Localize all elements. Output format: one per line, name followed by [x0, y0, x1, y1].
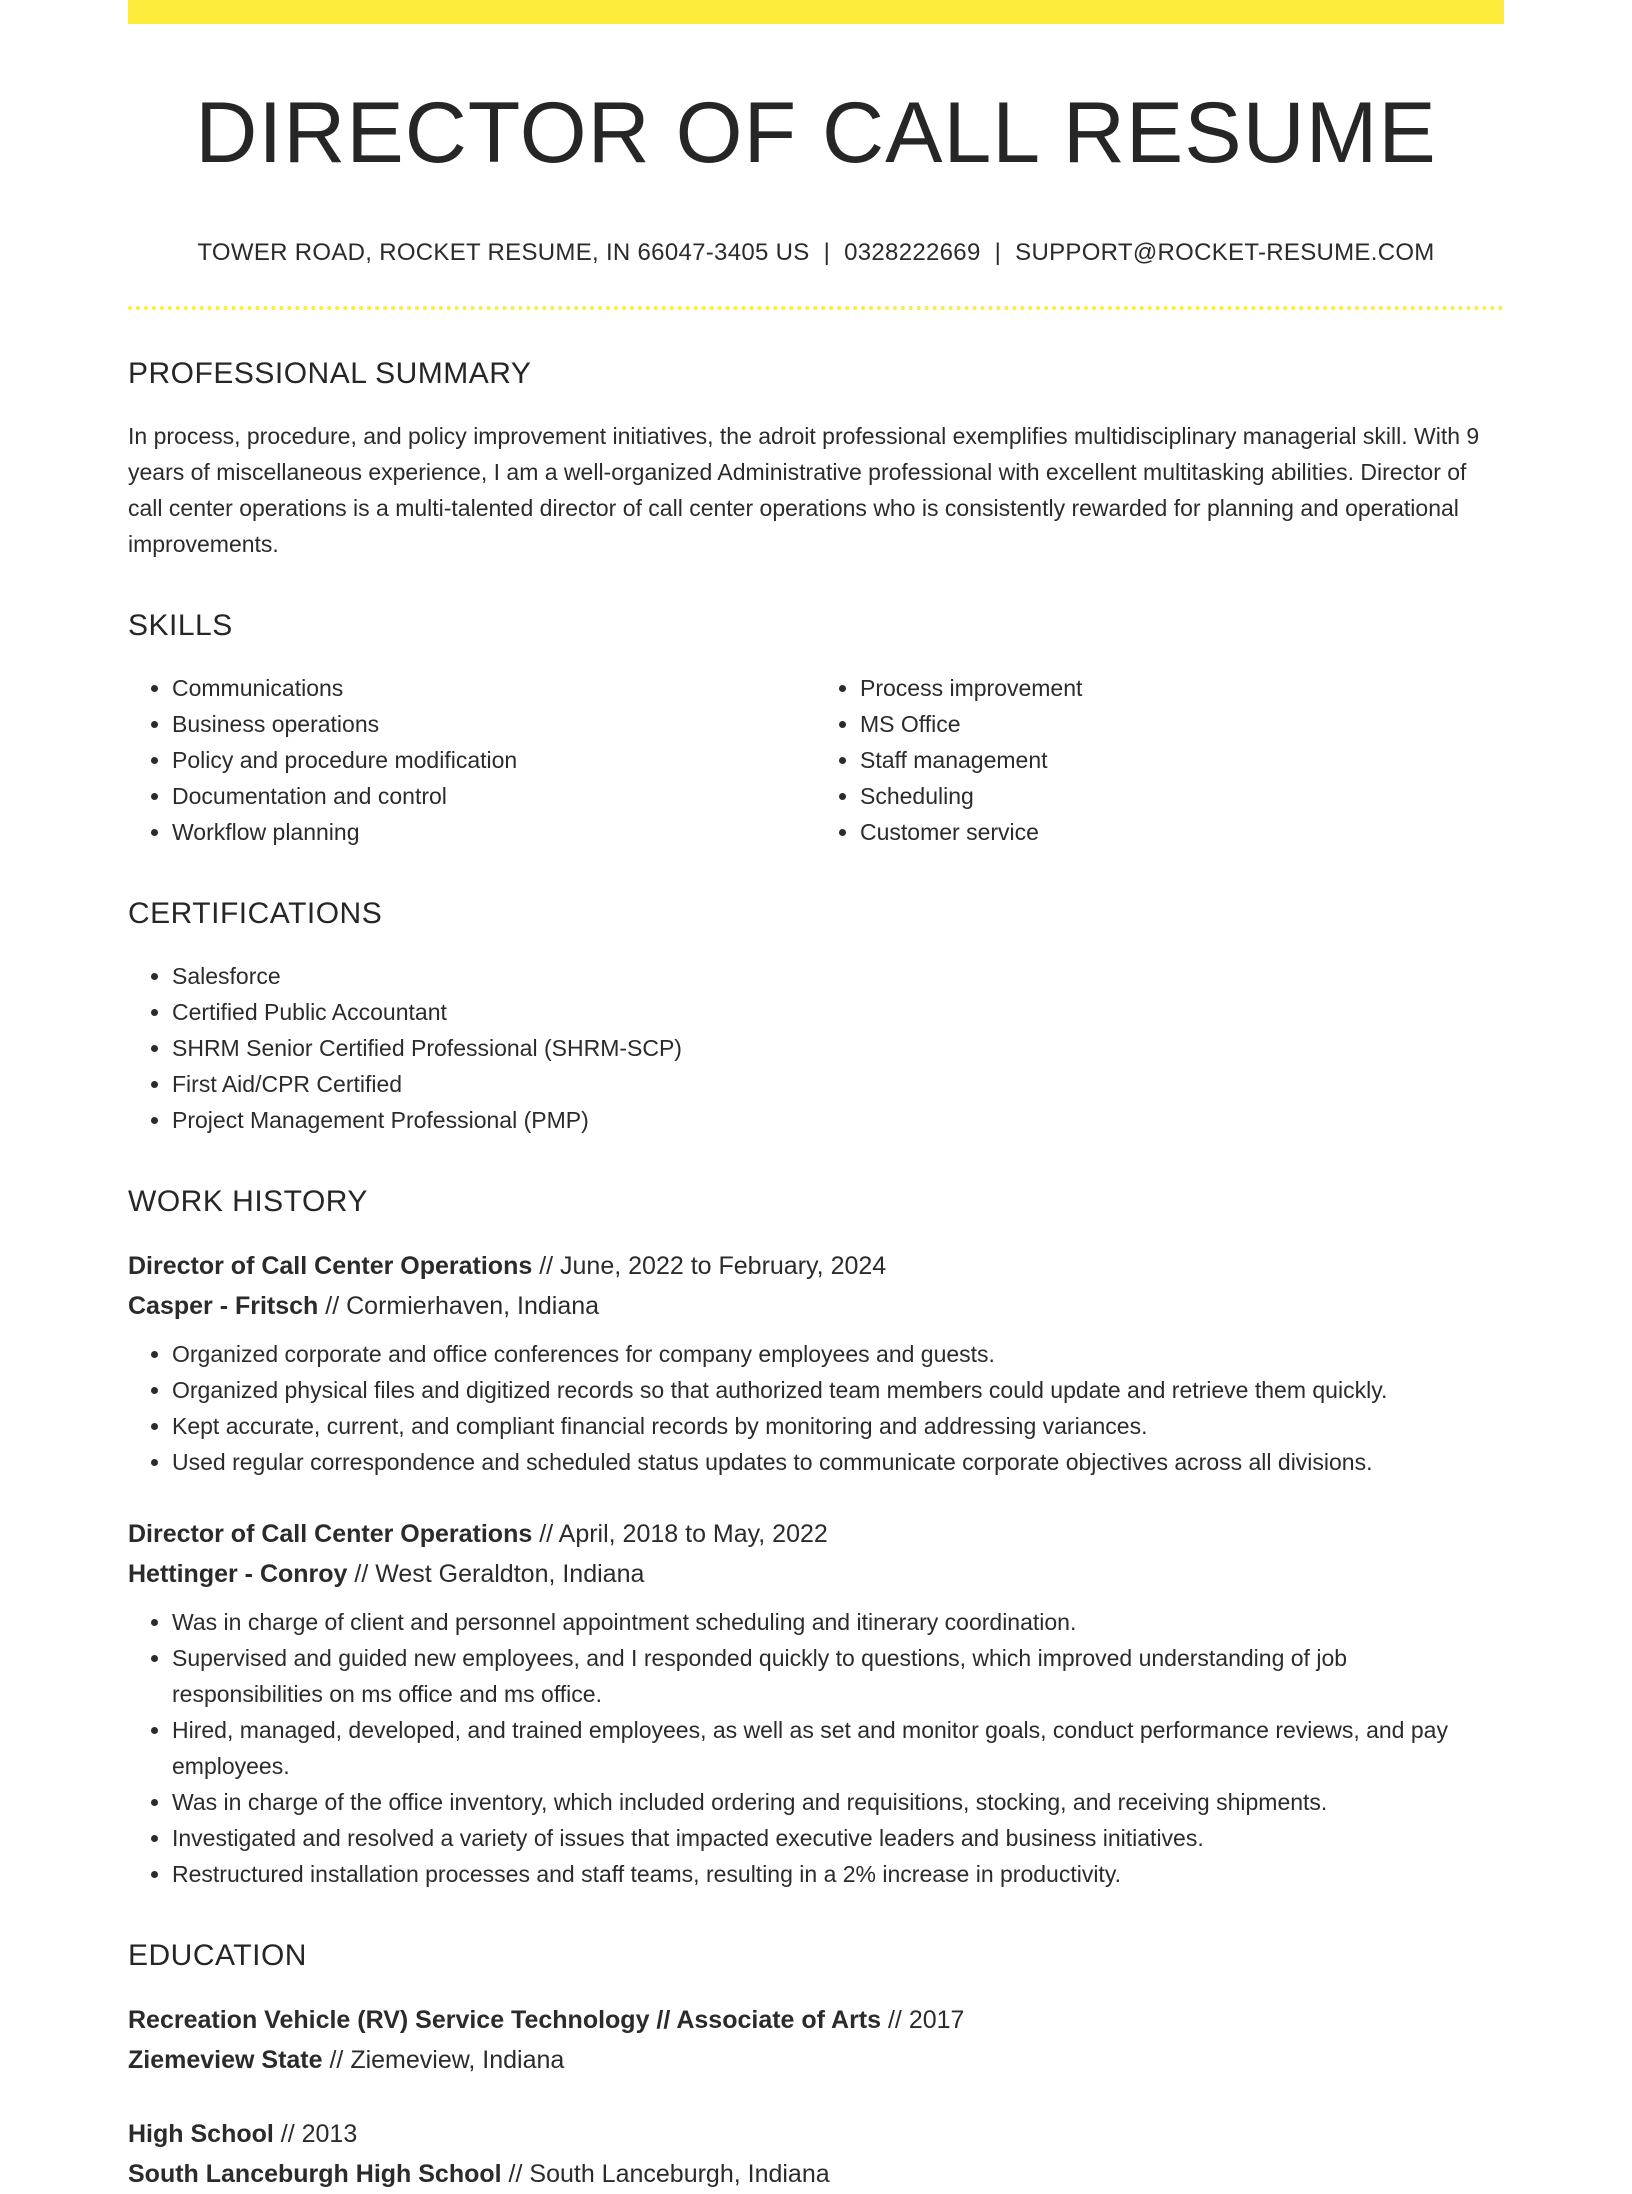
contact-phone: 0328222669 [844, 238, 981, 266]
resume-content [128, 24, 1504, 2194]
job-company-line [128, 1554, 1504, 1594]
certification-item: • First Aid/CPR Certified [172, 1066, 1504, 1102]
skill-item: • Documentation and control [172, 778, 816, 814]
certifications-heading: CERTIFICATIONS [128, 896, 383, 930]
degree-year: // 2013 [273, 2119, 358, 2148]
job-bullet: • Was in charge of client and personnel appointment scheduling and itinerary coordination. [172, 1604, 1504, 1640]
education-entry [128, 2000, 1504, 2080]
skills-list-right [816, 670, 1504, 850]
job-bullets [128, 1604, 1504, 1892]
job-title: Director of Call Center Operations [128, 1251, 533, 1280]
education-entry [128, 2114, 1504, 2194]
contact-address: TOWER ROAD, ROCKET RESUME, IN 66047-3405 US [197, 238, 810, 266]
skill-item: • Customer service [860, 814, 1504, 850]
skill-item: • Scheduling [860, 778, 1504, 814]
school-line [128, 2154, 1504, 2194]
job-bullet: • Was in charge of the office inventory, which included ordering and requisitions, stocking, and receiving shipments. [172, 1784, 1504, 1820]
job-bullet: • Supervised and guided new employees, and I responded quickly to questions, which improved understanding of job responsibilities on ms office and ms office. [172, 1640, 1504, 1712]
school-name: Ziemeview State [128, 2045, 323, 2074]
job-bullet: • Restructured installation processes and staff teams, resulting in a 2% increase in productivity. [172, 1856, 1504, 1892]
job-bullet: • Kept accurate, current, and compliant financial records by monitoring and addressing variances. [172, 1408, 1504, 1444]
skill-item: • Policy and procedure modification [172, 742, 816, 778]
job-title: Director of Call Center Operations [128, 1519, 533, 1548]
school-location: // Ziemeview, Indiana [322, 2045, 565, 2074]
job-title-line [128, 1514, 1504, 1554]
work-history-heading: WORK HISTORY [128, 1184, 368, 1218]
job-bullets [128, 1336, 1504, 1480]
contact-separator: | [994, 238, 1002, 266]
accent-bar [128, 0, 1504, 24]
certifications-list [128, 958, 1504, 1138]
certification-item: • Project Management Professional (PMP) [172, 1102, 1504, 1138]
skill-item: • Process improvement [860, 670, 1504, 706]
job-bullet: • Used regular correspondence and scheduled status updates to communicate corporate objectives across all divisions. [172, 1444, 1504, 1480]
job-bullet: • Organized corporate and office conferences for company employees and guests. [172, 1336, 1504, 1372]
resume-title: DIRECTOR OF CALL RESUME [195, 85, 1437, 181]
job-bullet: • Organized physical files and digitized records so that authorized team members could update and retrieve them quickly. [172, 1372, 1504, 1408]
skills-columns [128, 670, 1504, 850]
contact-separator: | [823, 238, 831, 266]
job-location: // Cormierhaven, Indiana [318, 1291, 600, 1320]
summary-text: In process, procedure, and policy improvement initiatives, the adroit professional exemplifies multidisciplinary managerial skill. With 9 years of miscellaneous experience, I am a well-organized Administrative professional with excellent multitasking abilities. Director of call center operations is a multi-talented director of call center operations who is consistently rewarded for planning and operational improvements. [128, 422, 1480, 557]
skills-heading: SKILLS [128, 608, 233, 642]
skill-item: • Communications [172, 670, 816, 706]
contact-email[interactable]: SUPPORT@ROCKET-RESUME.COM [1015, 238, 1435, 266]
degree-line [128, 2114, 1504, 2154]
job-entry [128, 1514, 1504, 1892]
job-bullet: • Investigated and resolved a variety of issues that impacted executive leaders and business initiatives. [172, 1820, 1504, 1856]
contact-line [128, 239, 1504, 268]
school-location: // South Lanceburgh, Indiana [501, 2159, 830, 2188]
degree-name: High School [128, 2119, 274, 2148]
job-company: Casper - Fritsch [128, 1291, 319, 1320]
job-company: Hettinger - Conroy [128, 1559, 348, 1588]
degree-year: // 2017 [881, 2005, 965, 2034]
job-location: // West Geraldton, Indiana [347, 1559, 645, 1588]
degree-name: Recreation Vehicle (RV) Service Technology // Associate of Arts [128, 2005, 882, 2034]
job-entry [128, 1246, 1504, 1480]
job-company-line [128, 1286, 1504, 1326]
skill-item: • Workflow planning [172, 814, 816, 850]
school-line [128, 2040, 1504, 2080]
job-title-line [128, 1246, 1504, 1286]
skill-item: • Staff management [860, 742, 1504, 778]
job-dates: // April, 2018 to May, 2022 [532, 1519, 828, 1548]
certification-item: • Certified Public Accountant [172, 994, 1504, 1030]
education-heading: EDUCATION [128, 1938, 307, 1972]
skill-item: • MS Office [860, 706, 1504, 742]
school-name: South Lanceburgh High School [128, 2159, 502, 2188]
certification-item: • Salesforce [172, 958, 1504, 994]
job-dates: // June, 2022 to February, 2024 [532, 1251, 887, 1280]
job-bullet: • Hired, managed, developed, and trained employees, as well as set and monitor goals, conduct performance reviews, and pay employees. [172, 1712, 1504, 1784]
skill-item: • Business operations [172, 706, 816, 742]
dotted-divider [128, 306, 1504, 310]
degree-line [128, 2000, 1504, 2040]
certification-item: • SHRM Senior Certified Professional (SHRM-SCP) [172, 1030, 1504, 1066]
summary-heading: PROFESSIONAL SUMMARY [128, 356, 532, 390]
skills-list-left [128, 670, 816, 850]
